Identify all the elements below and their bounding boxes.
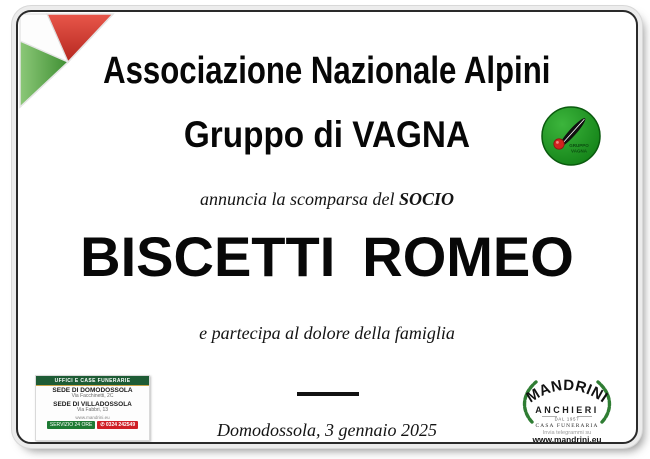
office2-title: SEDE DI VILLADOSSOLA <box>53 401 132 408</box>
ad-header: UFFICI E CASE FUNERARIE <box>36 376 149 386</box>
brand-telegram-note: Invia telegrammi su <box>542 430 592 436</box>
brand-family-name: ANCHIERI <box>535 405 599 415</box>
ad-badges-row <box>36 421 149 429</box>
announcement-intro <box>18 189 636 210</box>
phone-number: 0324 242549 <box>105 422 136 428</box>
alpini-badge-line2: VAGNA <box>571 148 587 154</box>
phone-icon: ✆ <box>100 422 105 428</box>
intro-emphasis: SOCIO <box>398 189 454 209</box>
ad-website: www.mandrini.eu <box>75 414 110 420</box>
brand-type: CASA FUNERARIA <box>535 423 599 429</box>
association-title-text: Associazione Nazionale Alpini <box>103 50 551 92</box>
phone-badge <box>97 421 138 429</box>
deceased-surname: BISCETTI <box>80 225 336 288</box>
divider-line <box>297 392 359 396</box>
mandrini-logo <box>512 370 622 444</box>
deceased-name <box>18 224 636 289</box>
brand-website: www.mandrini.eu <box>532 434 602 444</box>
association-title <box>18 50 636 93</box>
alpini-group-badge-icon <box>539 104 603 168</box>
alpini-pompom-icon <box>554 139 564 149</box>
funeral-offices-ad <box>35 375 150 441</box>
group-title-text: Gruppo di VAGNA <box>183 114 471 155</box>
office2-address: Via Fabbri, 13 <box>76 407 109 413</box>
intro-text: annuncia la scomparsa del <box>199 189 395 209</box>
service-24h-badge: SERVIZIO 24 ORE <box>47 421 95 429</box>
condolence-line: e partecipa al dolore della famiglia <box>199 323 455 343</box>
place-date-line: Domodossola, 3 gennaio 2025 <box>217 420 437 440</box>
brand-since: DAL 1957 <box>554 416 580 422</box>
office1-address: Via Facchinetti, 2C <box>71 393 114 399</box>
office1-title: SEDE DI DOMODOSSOLA <box>52 387 133 394</box>
announcement-card <box>16 10 638 444</box>
alpini-badge-line1: GRUPPO <box>569 143 589 148</box>
deceased-given-name: ROMEO <box>362 225 574 288</box>
brand-name-arc: MANDRINI <box>523 376 611 407</box>
